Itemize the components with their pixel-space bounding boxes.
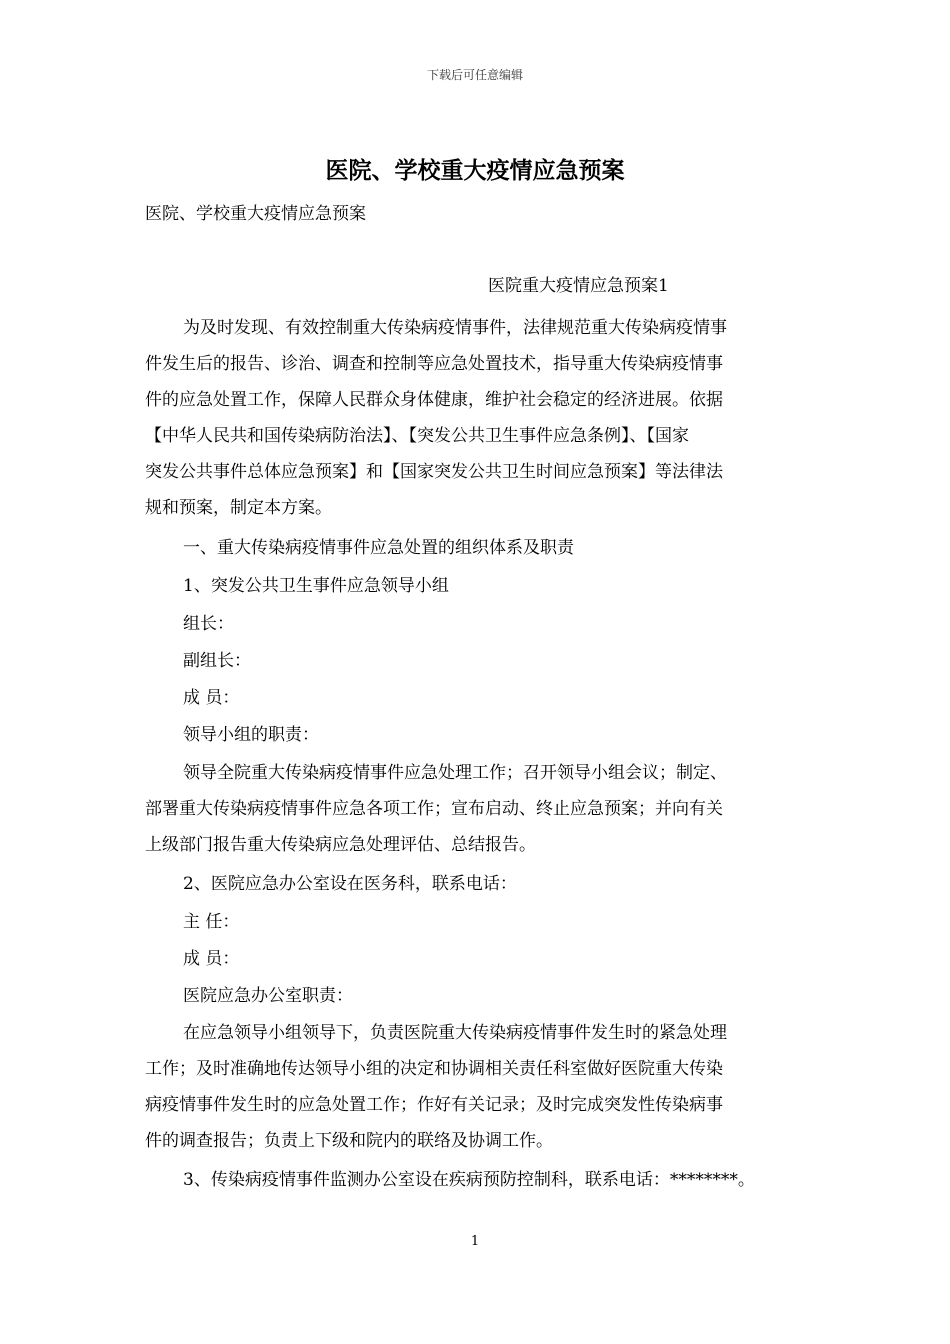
page-header: 下载后可任意编辑 xyxy=(426,68,523,82)
paragraph-line: 突发公共事件总体应急预案】和【国家突发公共卫生时间应急预案】等法律法 xyxy=(145,462,723,482)
page-number: 1 xyxy=(470,1234,480,1249)
paragraph-line: 件的调查报告；负责上下级和院内的联络及协调工作。 xyxy=(145,1131,553,1151)
field-label: 领导小组的职责： xyxy=(183,725,319,745)
paragraph-line: 领导全院重大传染病疫情事件应急处理工作；召开领导小组会议；制定、 xyxy=(183,763,727,783)
field-label: 成 员： xyxy=(183,688,240,708)
paragraph-line: 件的应急处置工作，保障人民群众身体健康，维护社会稳定的经济进展。依据 xyxy=(145,390,723,410)
subsection-heading: 3、传染病疫情事件监测办公室设在疾病预防控制科，联系电话：********。 xyxy=(183,1170,755,1190)
paragraph-line: 工作；及时准确地传达领导小组的决定和协调相关责任科室做好医院重大传染 xyxy=(145,1059,723,1079)
document-title: 医院、学校重大疫情应急预案 xyxy=(325,157,625,184)
section-heading: 一、重大传染病疫情事件应急处置的组织体系及职责 xyxy=(183,538,574,558)
paragraph-line: 规和预案，制定本方案。 xyxy=(145,498,332,518)
field-label: 组长： xyxy=(183,614,234,634)
subsection-heading: 1、突发公共卫生事件应急领导小组 xyxy=(183,576,449,596)
field-label: 成 员： xyxy=(183,949,240,969)
paragraph-line: 部署重大传染病疫情事件应急各项工作；宣布启动、终止应急预案；并向有关 xyxy=(145,799,723,819)
paragraph-line: 为及时发现、有效控制重大传染病疫情事件，法律规范重大传染病疫情事 xyxy=(183,318,727,338)
field-label: 医院应急办公室职责： xyxy=(183,986,353,1006)
paragraph-line: 上级部门报告重大传染病应急处理评估、总结报告。 xyxy=(145,835,536,855)
paragraph-line: 【中华人民共和国传染病防治法】、【突发公共卫生事件应急条例】、【国家 xyxy=(145,426,689,446)
paragraph-line: 件发生后的报告、诊治、调查和控制等应急处置技术，指导重大传染病疫情事 xyxy=(145,354,723,374)
paragraph-line: 在应急领导小组领导下，负责医院重大传染病疫情事件发生时的紧急处理 xyxy=(183,1023,727,1043)
subsection-heading: 2、医院应急办公室设在医务科，联系电话： xyxy=(183,874,517,894)
document-subtitle: 医院、学校重大疫情应急预案 xyxy=(145,204,366,224)
field-label: 副组长： xyxy=(183,651,251,671)
field-label: 主 任： xyxy=(183,912,240,932)
section-title: 医院重大疫情应急预案1 xyxy=(488,276,669,296)
paragraph-line: 病疫情事件发生时的应急处置工作；作好有关记录；及时完成突发性传染病事 xyxy=(145,1095,723,1115)
